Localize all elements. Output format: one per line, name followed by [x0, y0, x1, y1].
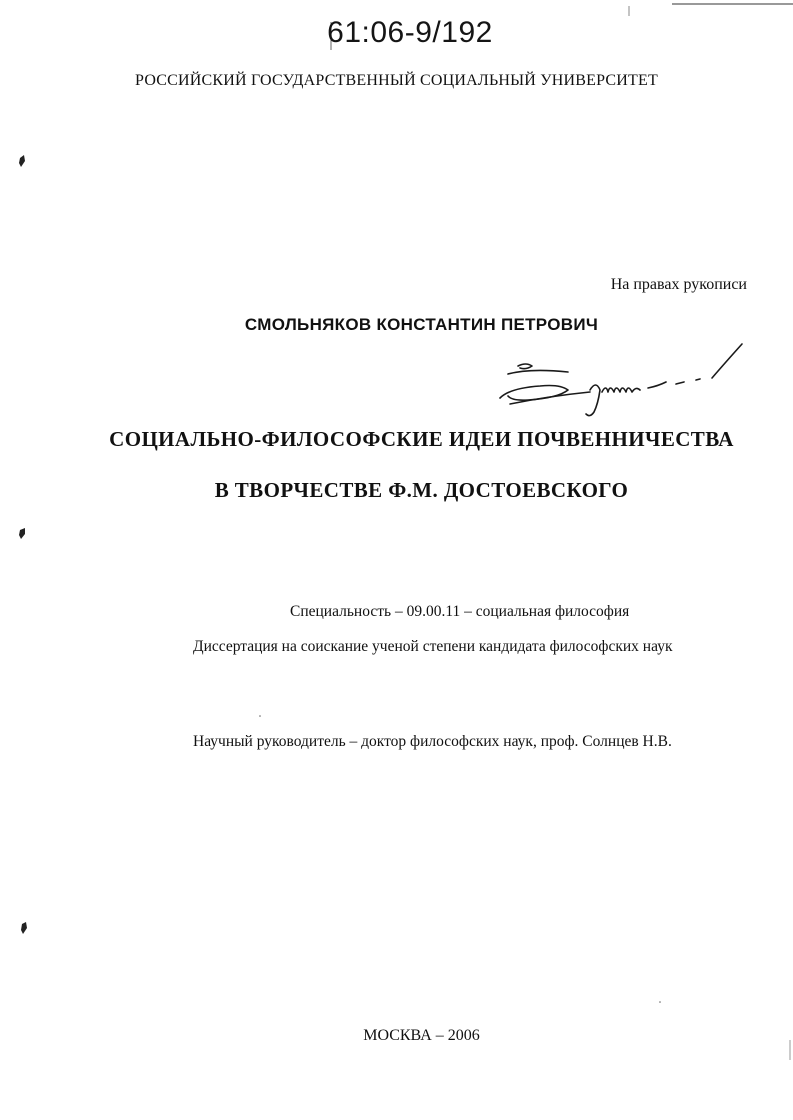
hole-punch-mark-middle — [19, 528, 25, 539]
manuscript-note: На правах рукописи — [610, 276, 747, 293]
university-name: РОССИЙСКИЙ ГОСУДАРСТВЕННЫЙ СОЦИАЛЬНЫЙ УНИВЕРСИТЕТ — [135, 72, 658, 89]
author-name: СМОЛЬНЯКОВ КОНСТАНТИН ПЕТРОВИЧ — [244, 315, 599, 334]
hole-punch-mark-top — [19, 155, 25, 167]
registration-code: 61:06-9/192 — [327, 16, 493, 49]
dissertation-title-line-1: СОЦИАЛЬНО-ФИЛОСОФСКИЕ ИДЕИ ПОЧВЕННИЧЕСТВА — [109, 427, 734, 451]
city-year: МОСКВА – 2006 — [363, 1027, 480, 1044]
speck-1 — [259, 715, 261, 717]
degree-line: Диссертация на соискание ученой степени кандидата философских наук — [193, 638, 673, 655]
hole-punch-mark-bottom — [21, 922, 27, 934]
supervisor-line: Научный руководитель – доктор философских наук, проф. Солнцев Н.В. — [193, 733, 672, 750]
handwritten-signature — [490, 340, 755, 425]
specialty-line: Специальность – 09.00.11 – социальная философия — [290, 603, 630, 620]
dissertation-title-line-2: В ТВОРЧЕСТВЕ Ф.М. ДОСТОЕВСКОГО — [214, 478, 629, 502]
speck-2 — [659, 1001, 661, 1003]
